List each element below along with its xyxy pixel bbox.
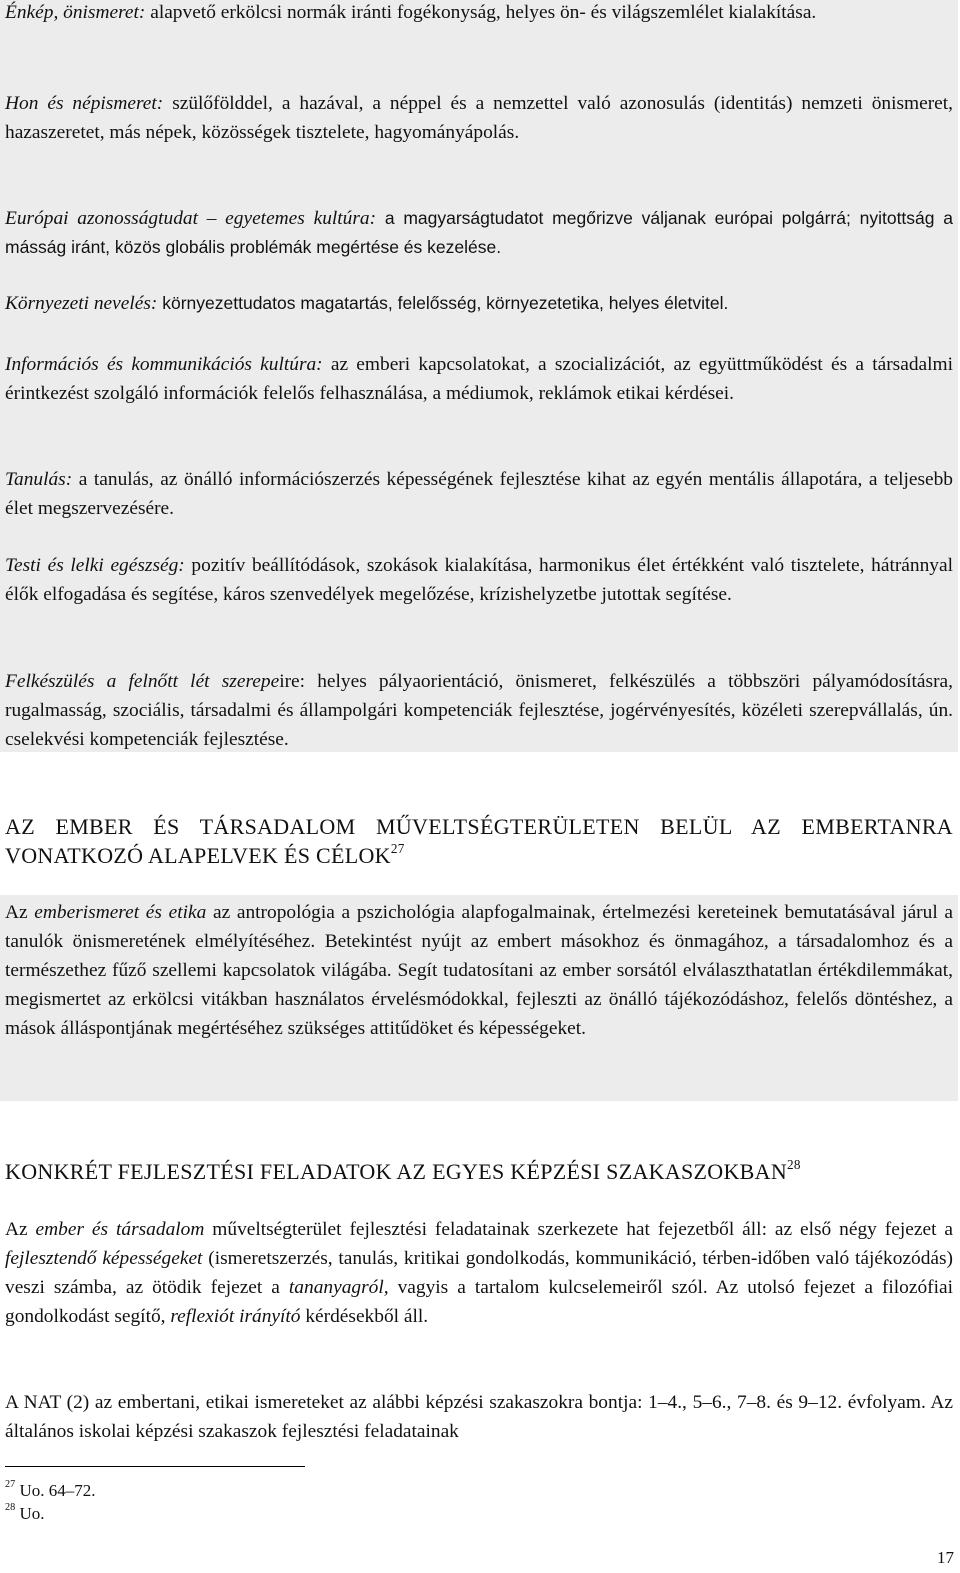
term: Környezeti nevelés: <box>5 293 158 314</box>
footnote-ref: 28 <box>787 1156 801 1172</box>
body-text: alapvető erkölcsi normák iránti fogékonyság, helyes ön- és világszemlélet kialakítása. <box>145 2 817 23</box>
paragraph-nat <box>5 1388 953 1446</box>
body-text: : helyes pályaorientáció, önismeret, felkészülés a többszöri pályamódosításra, rugalmasság, szociális, társadalmi és állampolgári kompetenciák fejlesztése, jogérvényesítés, közéleti szerepvállalás, ún. cselekvési kompetenciák fejlesztése. <box>5 671 953 750</box>
footnote-ref: 27 <box>390 840 405 856</box>
footnote-separator <box>5 1466 305 1467</box>
term-tail: ire <box>279 671 300 692</box>
paragraph-felkeszules <box>5 667 953 754</box>
term: emberismeret és etika <box>34 902 207 923</box>
term: Hon és népismeret: <box>5 93 164 114</box>
footnote-28 <box>5 1503 44 1525</box>
paragraph-informacios <box>5 350 953 408</box>
term: Énkép, önismeret: <box>5 2 146 23</box>
body-text: az antropológia a pszichológia alapfogalmainak, értelmezési kereteinek bemutatásával járul a tanulók önismeretének elmélyítéséhez. Betekintést nyújt az embert másokhoz és önmagához, a társadalomhoz és a természethez fűző szellemi kapcsolatok világába. Segít tudatosítani az ember sorsától elválaszthatatlan értékdilemmákat, megismertet az erkölcsi vitákban használatos érvelésmódokkal, fejleszti az önálló tájékozódáshoz, felelős döntéshez, a mások álláspontjának megértéséhez szükséges attitűdöket és képességeket. <box>5 902 954 1039</box>
footnote-number: 27 <box>5 1479 16 1491</box>
body-text: a tanulás, az önálló információszerzés képességének fejlesztése kihat az egyén mentális állapotára, a teljesebb élet megszervezésére. <box>5 469 953 519</box>
text-run: vagyis a tartalom kulcselemeiről szól. Az utolsó fejezet a filozófiai gondolkodást segítő, <box>5 1277 954 1327</box>
paragraph-europai <box>5 204 953 262</box>
footnote-text: Uo. <box>15 1504 45 1523</box>
section-heading-fejlesztesi <box>5 1157 953 1186</box>
paragraph-tanulas <box>5 465 953 523</box>
footnote-27 <box>5 1480 95 1502</box>
paragraph-egeszseg <box>5 551 953 609</box>
paragraph-enkep <box>5 0 953 27</box>
text-run: (ismeretszerzés, tanulás, kritikai gondolkodás, kommunikáció, térben-időben való tájékozódás) veszi számba, az ötödik fejezet a <box>5 1248 953 1298</box>
page-number: 17 <box>937 1548 954 1567</box>
term: Európai azonosságtudat – egyetemes kultúra: <box>5 208 377 229</box>
body-text: szülőfölddel, a hazával, a néppel és a nemzettel való azonosulás (identitás) nemzeti önismeret, hazaszeretet, más népek, közösségek tisztelete, hagyományápolás. <box>5 93 954 143</box>
body-text: A NAT (2) az embertani, etikai ismereteket az alábbi képzési szakaszokra bontja: 1–4., 5–6., 7–8. és 9–12. évfolyam. Az általános iskolai képzési szakaszok fejlesztési feladatainak <box>5 1392 953 1442</box>
text-run: Az <box>5 902 35 923</box>
paragraph-hon <box>5 89 953 147</box>
body-text: a magyarságtudatot megőrizve váljanak európai polgárrá; nyitottság a másság iránt, közös globális problémák megértése és kezelése. <box>5 208 954 257</box>
italic-run: tananyagról, <box>288 1277 389 1298</box>
body-text: környezettudatos magatartás, felelősség, környezetetika, helyes életvitel. <box>157 293 729 313</box>
italic-run: ember és társadalom <box>35 1219 205 1240</box>
body-text: az emberi kapcsolatokat, a szocializációt, az együttműködést és a társadalmi érintkezést szolgáló információk felelős felhasználása, a médiumok, reklámok etikai kérdései. <box>5 354 953 404</box>
footnote-number: 28 <box>5 1502 16 1514</box>
italic-run: fejlesztendő képességeket <box>5 1248 203 1269</box>
text-run: műveltségterület fejlesztési feladatainak szerkezete hat fejezetből áll: az első négy fejezet a <box>204 1219 953 1240</box>
section-heading-alapelvek <box>5 812 953 870</box>
heading-text: KONKRÉT FEJLESZTÉSI FELADATOK AZ EGYES KÉPZÉSI SZAKASZOKBAN <box>5 1159 788 1184</box>
term: Felkészülés a felnőtt lét szerepe <box>5 671 280 692</box>
heading-text: AZ EMBER ÉS TÁRSADALOM MŰVELTSÉGTERÜLETEN BELÜL AZ EMBERTANRA VONATKOZÓ ALAPELVEK ÉS CÉLOK <box>5 814 953 868</box>
term: Testi és lelki egészség: <box>5 555 185 576</box>
paragraph-kornyezeti <box>5 289 953 318</box>
text-run: Az <box>5 1219 36 1240</box>
term: Információs és kommunikációs kultúra: <box>5 354 323 375</box>
body-text: pozitív beállítódások, szokások kialakítása, harmonikus élet értékként való tisztelete, hátránnyal élők elfogadása és segítése, káros szenvedélyek megelőzése, krízishelyzetbe jutottak segítése. <box>5 555 953 605</box>
italic-run: reflexiót irányító <box>170 1306 301 1327</box>
paragraph-emberismeret <box>5 898 953 1043</box>
text-run: kérdésekből áll. <box>300 1306 429 1327</box>
term: Tanulás: <box>5 469 73 490</box>
paragraph-szerkezet <box>5 1215 953 1331</box>
footnote-text: Uo. 64–72. <box>15 1481 96 1500</box>
